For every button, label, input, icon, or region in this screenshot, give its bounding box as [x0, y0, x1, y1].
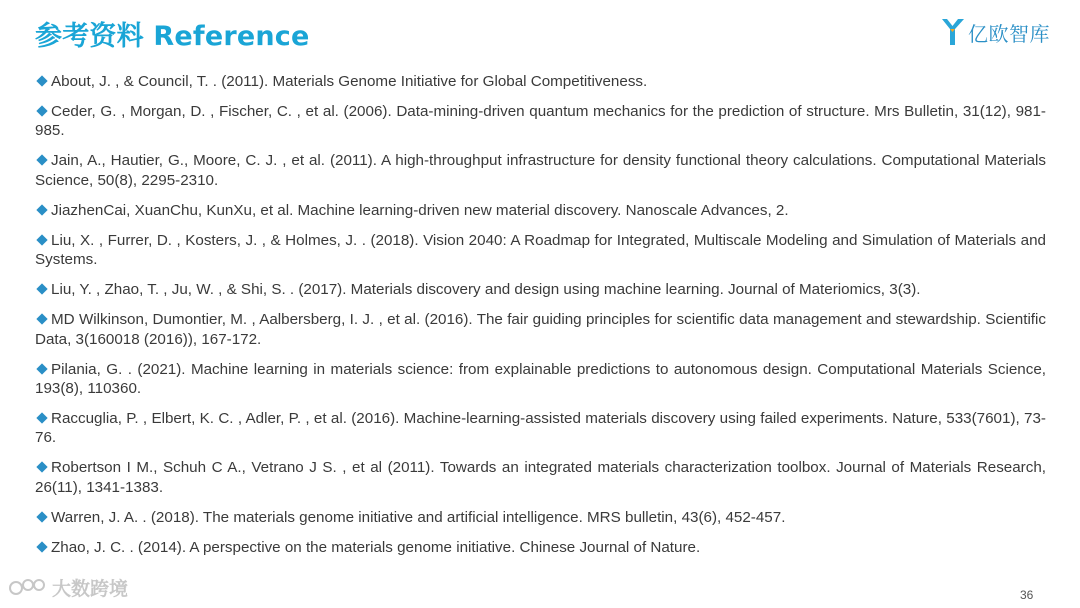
list-item [35, 310, 1046, 349]
reference-list [35, 72, 1046, 568]
reference-text: About, J. , & Council, T. . (2011). Materials Genome Initiative for Global Competitiveness. [51, 73, 648, 90]
watermark-text: 大数跨境 [52, 578, 129, 600]
diamond-bullet-icon [36, 462, 47, 473]
page-number: 36 [1020, 588, 1034, 602]
reference-text: Pilania, G. . (2021). Machine learning in materials science: from explainable predictions to autonomous design. Computational Materials Science, 193(8), 110360. [35, 360, 1046, 398]
reference-text: MD Wilkinson, Dumontier, M. , Aalbersberg, I. J. , et al. (2016). The fair guiding principles for scientific data management and stewardship. Scientific Data, 3(160018 (2016)), 167-172. [35, 311, 1046, 348]
reference-text: Ceder, G. , Morgan, D. , Fischer, C. , et al. (2006). Data-mining-driven quantum mechanics for the prediction of structure. Mrs Bulletin, 31(12), 981-985. [35, 103, 1046, 140]
list-item [35, 201, 1046, 220]
reference-text: Robertson I M., Schuh C A., Vetrano J S. , et al (2011). Towards an integrated materials characterization toolbox. Journal of Materials Research, 26(11), 1341-1383. [35, 459, 1046, 496]
list-item [35, 538, 1046, 557]
list-item [35, 458, 1046, 497]
watermark [8, 574, 128, 601]
reference-text: Warren, J. A. . (2018). The materials genome initiative and artificial intelligence. MRS bulletin, 43(6), 452-457. [51, 508, 786, 526]
brand-logo [940, 16, 1050, 48]
watermark-logo-icon [8, 576, 48, 600]
yiou-logo-icon [940, 17, 966, 47]
brand-name: 亿欧智库 [968, 21, 1050, 46]
list-item [35, 280, 1046, 299]
diamond-bullet-icon [36, 541, 47, 552]
diamond-bullet-icon [36, 284, 47, 295]
diamond-bullet-icon [36, 155, 47, 166]
list-item [35, 360, 1046, 399]
list-item [35, 72, 1046, 91]
reference-text: Liu, X. , Furrer, D. , Kosters, J. , & Holmes, J. . (2018). Vision 2040: A Roadmap for Integrated, Multiscale Modeling and Simulation of Materials and Systems. [35, 231, 1046, 269]
reference-text: Raccuglia, P. , Elbert, K. C. , Adler, P. , et al. (2016). Machine-learning-assisted materials discovery using failed experiments. Nature, 533(7601), 73-76. [35, 410, 1046, 447]
reference-text: Liu, Y. , Zhao, T. , Ju, W. , & Shi, S. . (2017). Materials discovery and design using machine learning. Journal of Materiomics, 3(3). [51, 281, 921, 299]
diamond-bullet-icon [36, 105, 47, 116]
diamond-bullet-icon [36, 412, 47, 423]
list-item [35, 151, 1046, 190]
diamond-bullet-icon [36, 363, 47, 374]
diamond-bullet-icon [36, 204, 47, 215]
reference-text: JiazhenCai, XuanChu, KunXu, et al. Machine learning-driven new material discovery. Nanoscale Advances, 2. [51, 201, 789, 219]
diamond-bullet-icon [36, 511, 47, 522]
diamond-bullet-icon [36, 234, 47, 245]
list-item [35, 409, 1046, 448]
reference-text: Zhao, J. C. . (2014). A perspective on the materials genome initiative. Chinese Journal of Nature. [51, 538, 701, 556]
page-title: 参考资料 Reference [35, 21, 310, 52]
diamond-bullet-icon [36, 314, 47, 325]
diamond-bullet-icon [36, 75, 47, 86]
list-item [35, 508, 1046, 527]
reference-text: Jain, A., Hautier, G., Moore, C. J. , et al. (2011). A high-throughput infrastructure for density functional theory calculations. Computational Materials Science, 50(8), 2295-2310. [35, 152, 1046, 189]
list-item [35, 102, 1046, 141]
list-item [35, 231, 1046, 270]
